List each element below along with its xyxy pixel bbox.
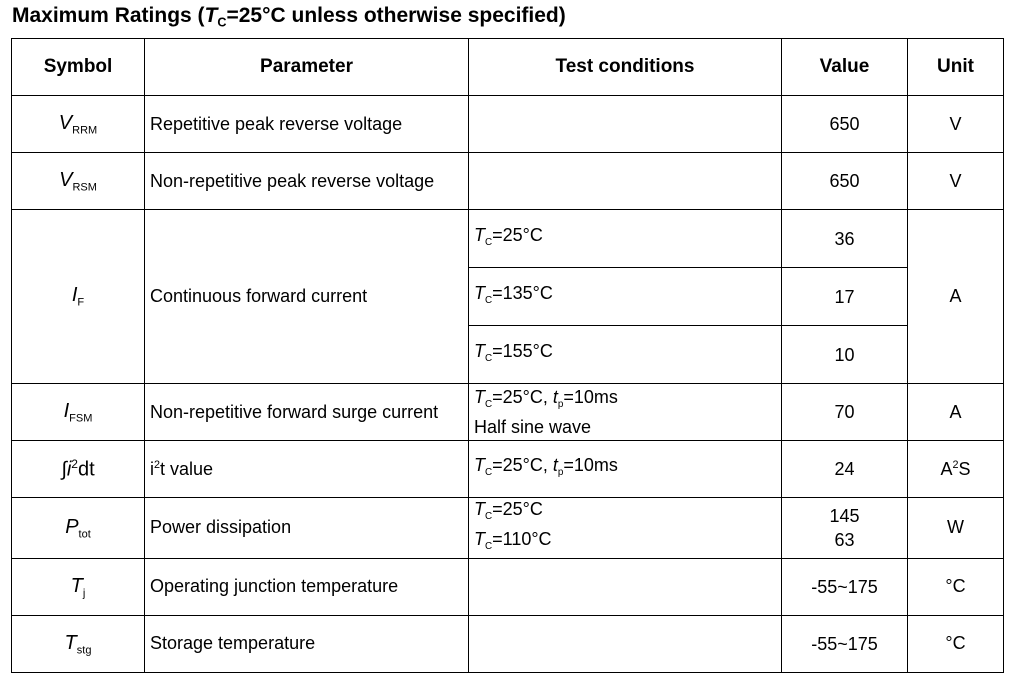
- conditions-cell: $T_C=155^\circ C$: [469, 326, 782, 384]
- conditions-cell: $T_C=25^\circ C$ $T_C=110^\circ C$: [469, 498, 782, 559]
- table-row: [12, 210, 1004, 268]
- conditions-cell: $T_C=25^\circ C$: [469, 210, 782, 268]
- parameter-cell: $i^2t$ value: [145, 441, 469, 498]
- symbol-cell: $P_{tot}$: [12, 498, 145, 559]
- header-conditions: Test conditions: [469, 39, 782, 96]
- header-symbol: Symbol: [12, 39, 145, 96]
- unit-cell: V: [908, 96, 1004, 153]
- parameter-cell: Non-repetitive forward surge current: [145, 384, 469, 441]
- table-row: [12, 558, 1004, 615]
- value-cell: -55~175: [782, 558, 908, 615]
- symbol-cell: $V_{RRM}$: [12, 96, 145, 153]
- table-row: [12, 96, 1004, 153]
- table-row: [12, 498, 1004, 559]
- conditions-cell: [469, 153, 782, 210]
- unit-cell: $A^2S$: [908, 441, 1004, 498]
- value-cell: 650: [782, 96, 908, 153]
- conditions-cell: $T_C=25^\circ C$, $t_p=10ms$: [469, 441, 782, 498]
- table-row: [12, 441, 1004, 498]
- page-title: Maximum Ratings ($T_C=25^\circ C$ unless otherwise specified): [12, 4, 566, 30]
- symbol-cell: $T_{stg}$: [12, 615, 145, 672]
- unit-cell: A: [908, 384, 1004, 441]
- parameter-cell: Operating junction temperature: [145, 558, 469, 615]
- value-cell: 70: [782, 384, 908, 441]
- symbol-cell: $V_{RSM}$: [12, 153, 145, 210]
- table-row: [12, 384, 1004, 441]
- conditions-cell: $T_C=135^\circ C$: [469, 268, 782, 326]
- symbol-cell: $I_{FSM}$: [12, 384, 145, 441]
- value-cell: 36: [782, 210, 908, 268]
- symbol-cell: $I_F$: [12, 210, 145, 384]
- conditions-cell: [469, 558, 782, 615]
- table-row: [12, 615, 1004, 672]
- parameter-cell: Power dissipation: [145, 498, 469, 559]
- parameter-cell: Repetitive peak reverse voltage: [145, 96, 469, 153]
- unit-cell: W: [908, 498, 1004, 559]
- value-cell: -55~175: [782, 615, 908, 672]
- ratings-table: [11, 38, 1004, 673]
- table-header-row: [12, 39, 1004, 96]
- value-cell: 10: [782, 326, 908, 384]
- value-cell: 24: [782, 441, 908, 498]
- table-row: [12, 153, 1004, 210]
- unit-cell: °C: [908, 558, 1004, 615]
- conditions-cell: [469, 96, 782, 153]
- parameter-cell: Storage temperature: [145, 615, 469, 672]
- header-parameter: Parameter: [145, 39, 469, 96]
- header-unit: Unit: [908, 39, 1004, 96]
- conditions-cell: $T_C=25^\circ C$, $t_p=10ms$ Half sine wave: [469, 384, 782, 441]
- parameter-cell: Non-repetitive peak reverse voltage: [145, 153, 469, 210]
- value-cell: 650: [782, 153, 908, 210]
- value-cell: 17: [782, 268, 908, 326]
- parameter-cell: Continuous forward current: [145, 210, 469, 384]
- symbol-cell: $\int i^2dt$: [12, 441, 145, 498]
- header-value: Value: [782, 39, 908, 96]
- symbol-cell: $T_j$: [12, 558, 145, 615]
- unit-cell: °C: [908, 615, 1004, 672]
- conditions-cell: [469, 615, 782, 672]
- value-cell: 145 63: [782, 498, 908, 559]
- unit-cell: A: [908, 210, 1004, 384]
- unit-cell: V: [908, 153, 1004, 210]
